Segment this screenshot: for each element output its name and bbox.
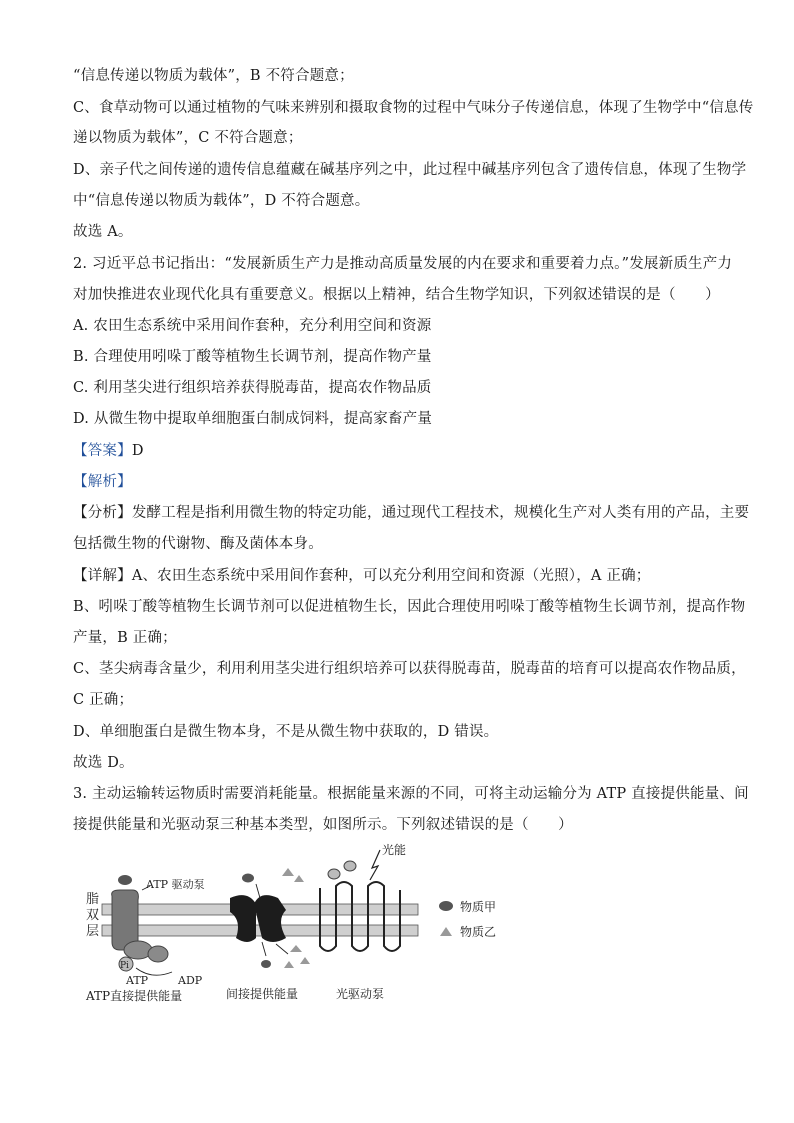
text-line: C 正确；: [73, 692, 134, 708]
text-line: 包括微生物的代谢物、酶及菌体本身。: [73, 536, 323, 552]
fenxi-tag: 【分析】: [73, 505, 132, 521]
text-line: 故选 D。: [73, 755, 134, 771]
legend-b-label: 物质乙: [460, 925, 497, 939]
caption-atp-direct: ATP直接提供能量: [86, 989, 183, 1003]
question-2-stem: 对加快推进农业现代化具有重要意义。根据以上精神，结合生物学知识，下列叙述错误的是（ ）: [73, 287, 720, 303]
atp-label: ATP: [126, 974, 149, 987]
text-line: D、亲子代之间传递的遗传信息蕴藏在碱基序列之中，此过程中碱基序列包含了遗传信息，体现了生物学: [73, 162, 747, 178]
adp-label: ADP: [178, 974, 203, 987]
analysis-tag: 【解析】: [73, 474, 132, 490]
fenxi-text: 发酵工程是指利用微生物的特定功能，通过现代工程技术，规模化生产对人类有用的产品，主要: [131, 505, 750, 521]
option-d: D. 从微生物中提取单细胞蛋白制成饲料，提高家畜产量: [73, 411, 433, 427]
answer-value: D: [131, 443, 144, 459]
text-line: C、食草动物可以通过植物的气味来辨别和摄取食物的过程中气味分子传递信息，体现了生物学中“信息传: [73, 100, 754, 116]
pi-label: Pi: [120, 961, 129, 971]
text-line: “信息传递以物质为载体”，B 不符合题意；: [73, 68, 354, 84]
atp-pump-label: ATP 驱动泵: [146, 878, 205, 891]
legend-a-label: 物质甲: [460, 900, 497, 914]
text-line: B、吲哚丁酸等植物生长调节剂可以促进植物生长，因此合理使用吲哚丁酸等植物生长调节剂，提高作物: [73, 599, 746, 615]
answer-tag: 【答案】: [73, 443, 132, 459]
xiangjie-tag: 【详解】: [73, 568, 132, 584]
option-c: C. 利用茎尖进行组织培养获得脱毒苗，提高农作物品质: [73, 380, 432, 396]
question-3-stem: 3. 主动运输转运物质时需要消耗能量。根据能量来源的不同，可将主动运输分为 ATP 直接提供能量、间: [73, 786, 749, 802]
membrane-label-3: 层: [86, 924, 100, 939]
xiangjie-line: [73, 566, 733, 586]
membrane-label-2: 双: [86, 908, 100, 923]
question-3-stem: 接提供能量和光驱动泵三种基本类型，如图所示。下列叙述错误的是（ ）: [73, 817, 573, 833]
light-label: 光能: [382, 843, 407, 857]
text-line: 递以物质为载体”，C 不符合题意；: [73, 130, 303, 146]
caption-indirect: 间接提供能量: [226, 987, 299, 1001]
text-line: C、茎尖病毒含量少，利用利用茎尖进行组织培养可以获得脱毒苗，脱毒苗的培育可以提高农作物品质，: [73, 661, 746, 677]
fenxi-line: [73, 503, 750, 523]
answer-line: [73, 441, 733, 461]
text-line: 产量，B 正确；: [73, 630, 177, 646]
membrane-label-1: 脂: [86, 892, 100, 907]
legend: [439, 899, 496, 939]
option-a: A. 农田生态系统中采用间作套种，充分利用空间和资源: [73, 318, 432, 334]
analysis-line: [73, 472, 733, 492]
transport-figure: [80, 838, 520, 1010]
question-2-stem: 2. 习近平总书记指出：“发展新质生产力是推动高质量发展的内在要求和重要着力点。”发展新质生产力: [73, 256, 733, 272]
indirect-transporter: [230, 868, 310, 968]
text-line: 故选 A。: [73, 224, 133, 240]
caption-light-pump: 光驱动泵: [336, 987, 385, 1001]
option-b: B. 合理使用吲哚丁酸等植物生长调节剂，提高作物产量: [73, 349, 432, 365]
xiangjie-text: A、农田生态系统中采用间作套种，可以充分利用空间和资源（光照），A 正确；: [131, 568, 651, 584]
text-line: D、单细胞蛋白是微生物本身，不是从微生物中获取的，D 错误。: [73, 724, 499, 740]
text-line: 中“信息传递以物质为载体”，D 不符合题意。: [73, 193, 370, 209]
